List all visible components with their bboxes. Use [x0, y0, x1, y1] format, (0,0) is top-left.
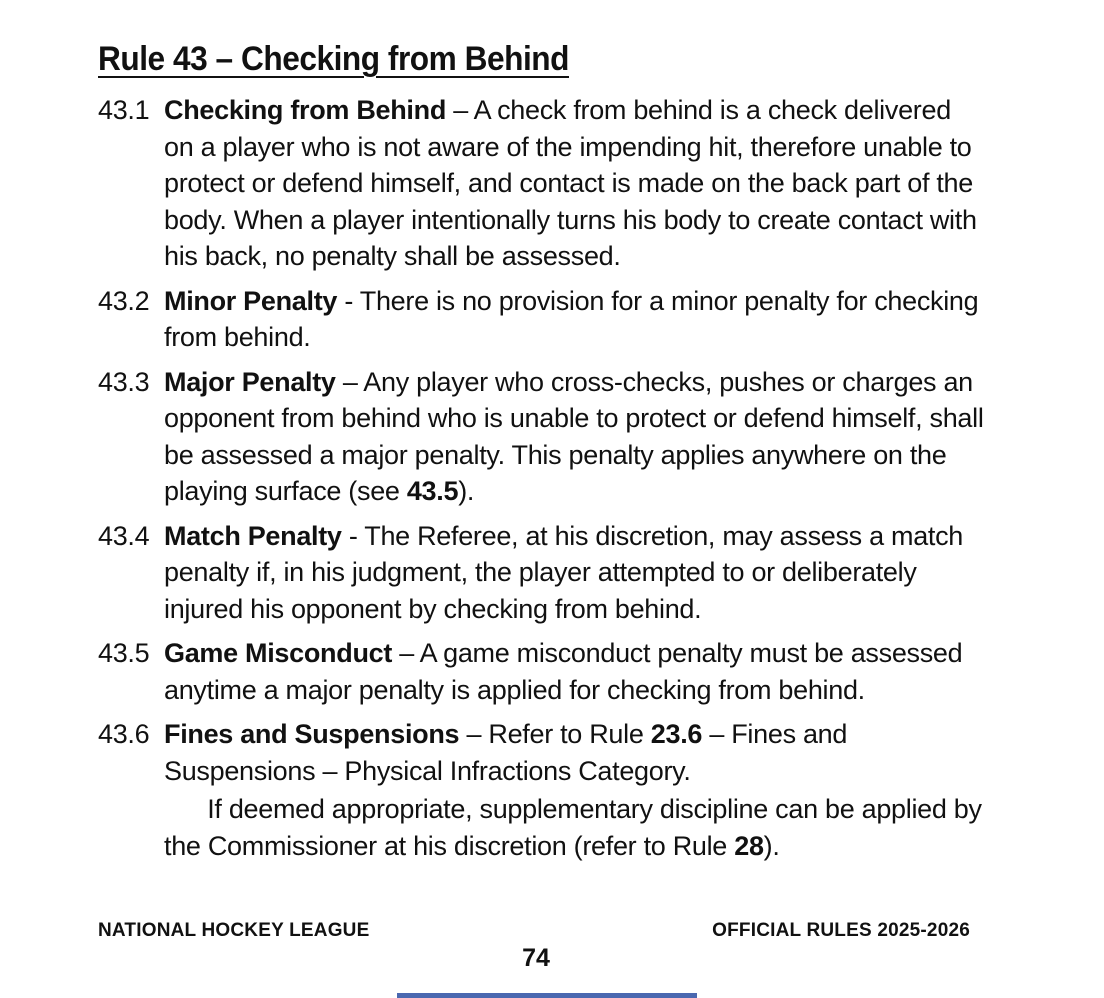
rule-reference: 23.6 [650, 719, 703, 749]
rule-number: 43.6 [98, 719, 150, 749]
rule-text-tail: – Fines and Suspensions – Physical Infractions Category. [164, 719, 848, 786]
paragraph-text: If deemed appropriate, supplementary discipline can be applied by the Commissioner at his discretion (refer to Rule [164, 794, 982, 861]
rule-text-tail: ). [458, 476, 475, 506]
rules-list [98, 92, 998, 864]
rule-text: – Any player who cross-checks, pushes or charges an opponent from behind who is unable to protect or defend himself, shall be assessed a major penalty. This penalty applies anywhere on the playing surface (see [164, 366, 984, 506]
page-number: 74 [522, 944, 550, 972]
rule-text: - There is no provision for a minor penalty for checking from behind. [164, 285, 979, 352]
rule-number: 43.1 [98, 95, 150, 125]
rule-43-3 [98, 364, 998, 510]
rule-heading: Checking from Behind [164, 95, 447, 125]
rule-43-4 [98, 518, 998, 628]
rule-heading: Major Penalty [164, 366, 336, 397]
scroll-indicator-bar [397, 993, 697, 998]
supplementary-paragraph [98, 791, 998, 864]
rule-text: – Refer to Rule [459, 719, 651, 749]
rule-text: – A game misconduct penalty must be assessed anytime a major penalty is applied for checking from behind. [164, 638, 963, 705]
rule-text: – A check from behind is a check delivered on a player who is not aware of the impending hit, therefore unable to protect or defend himself, and contact is made on the back part of the body. When a player intentionally turns his body to create contact with his back, no penalty shall be assessed. [164, 95, 977, 271]
rule-number: 43.4 [98, 520, 150, 551]
rule-43-1 [98, 92, 998, 275]
rule-number: 43.5 [98, 638, 150, 668]
rule-heading: Match Penalty [164, 520, 342, 551]
paragraph-text-tail: ). [763, 830, 780, 861]
rule-43-6 [98, 716, 998, 789]
rule-43-2 [98, 283, 998, 356]
footer-edition: OFFICIAL RULES 2025-2026 [712, 920, 970, 941]
rule-reference: 43.5 [406, 476, 459, 506]
rule-heading: Game Misconduct [164, 638, 393, 668]
rule-heading: Fines and Suspensions [164, 719, 460, 749]
rule-number: 43.2 [98, 285, 150, 316]
rule-reference: 28 [734, 830, 764, 861]
footer-league-name: NATIONAL HOCKEY LEAGUE [98, 920, 370, 941]
rule-43-5 [98, 635, 998, 708]
rule-text: - The Referee, at his discretion, may assess a match penalty if, in his judgment, the player attempted to or deliberately injured his opponent by checking from behind. [164, 520, 964, 624]
rule-heading: Minor Penalty [164, 285, 338, 316]
rule-number: 43.3 [98, 366, 150, 397]
page-title: Rule 43 – Checking from Behind [98, 40, 570, 78]
